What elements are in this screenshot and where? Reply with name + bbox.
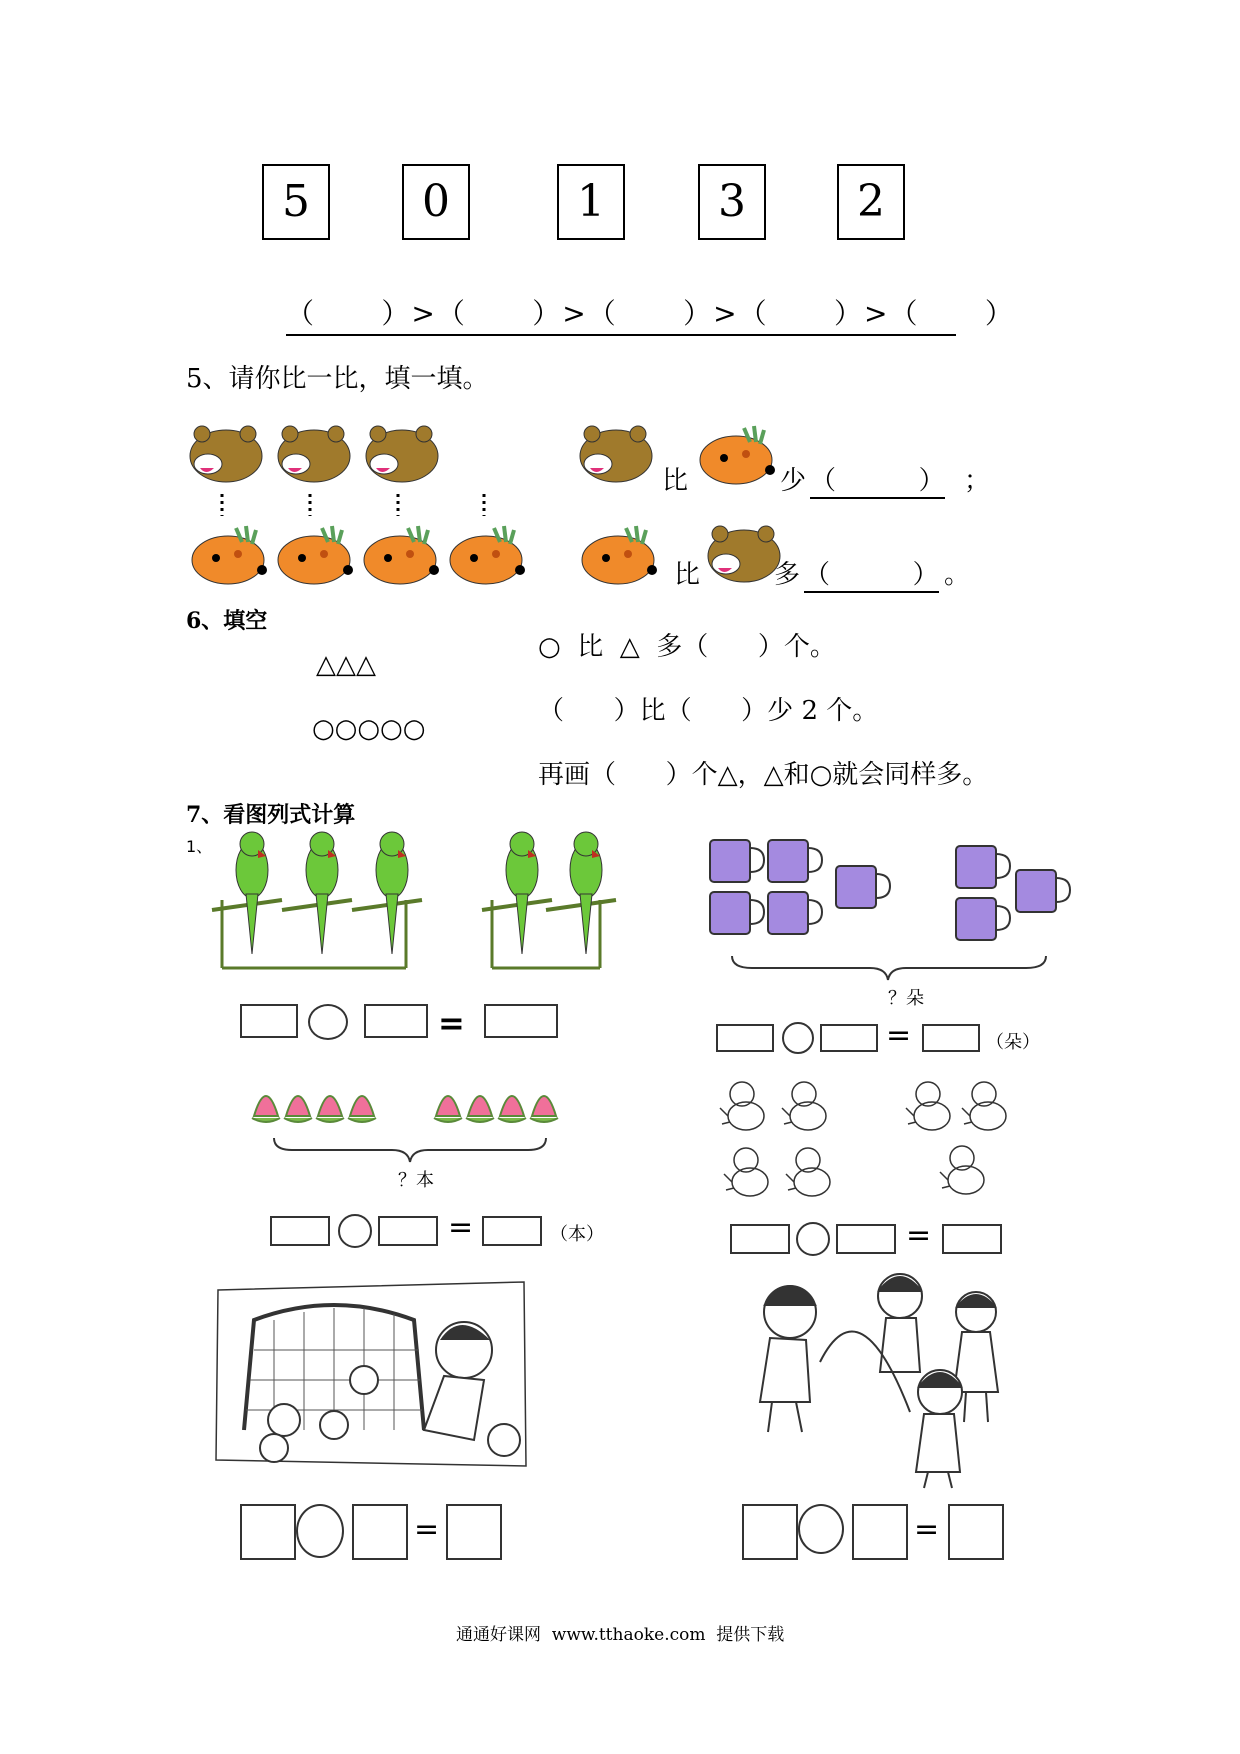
- ball-icon: [268, 1404, 300, 1436]
- answer-box[interactable]: [942, 1224, 1002, 1254]
- duo-label: 多: [774, 560, 801, 590]
- semicolon: ；: [964, 466, 991, 496]
- operator-circle[interactable]: [338, 1214, 372, 1248]
- jump-rope-illustration: [740, 1262, 1020, 1492]
- peach-icon: [252, 1096, 280, 1122]
- bear-heads-row: [186, 424, 446, 484]
- peach-icon: [284, 1096, 312, 1122]
- deer-head-icon: [278, 526, 353, 584]
- shao-label: 少: [780, 466, 807, 496]
- parrot-icon: [482, 832, 552, 968]
- cups-illustration: [706, 836, 1086, 946]
- answer-box[interactable]: [948, 1504, 1004, 1560]
- peach-icon: [348, 1096, 376, 1122]
- ball-icon: [320, 1411, 348, 1439]
- peach-icon: [498, 1096, 526, 1122]
- ball-icon: [488, 1424, 520, 1456]
- cup-icon: [768, 892, 822, 934]
- chick-icon: [906, 1082, 950, 1130]
- parrot-icon: [212, 832, 282, 968]
- operator-circle[interactable]: [308, 1004, 348, 1040]
- answer-box[interactable]: [484, 1004, 558, 1038]
- digit-card-2: 0: [402, 164, 470, 240]
- peach-icon: [530, 1096, 558, 1122]
- deer-head-icon: [192, 526, 267, 584]
- operator-circle[interactable]: [798, 1504, 844, 1554]
- equals-sign: =: [414, 1512, 440, 1547]
- peaches-illustration: [250, 1080, 590, 1130]
- answer-blank-1[interactable]: （ ）: [810, 460, 945, 499]
- footer-credit: 通通好课网 www.tthaoke.com 提供下载: [456, 1625, 785, 1645]
- answer-box[interactable]: [716, 1024, 774, 1052]
- answer-box[interactable]: [364, 1004, 428, 1038]
- ball-icon: [350, 1366, 378, 1394]
- chick-icon: [724, 1148, 768, 1196]
- chick-icon: [720, 1082, 764, 1130]
- equals-sign: =: [906, 1218, 932, 1253]
- chicks-illustration: [716, 1076, 1026, 1206]
- football-illustration: [214, 1280, 544, 1470]
- peach-icon: [434, 1096, 462, 1122]
- question-7-title: 7、看图列式计算: [186, 802, 356, 828]
- sub-number: 1、: [186, 837, 213, 856]
- peach-icon: [466, 1096, 494, 1122]
- circles-row: ○○○○○: [312, 714, 426, 744]
- answer-box[interactable]: [922, 1024, 980, 1052]
- chick-icon: [940, 1146, 984, 1194]
- parrots-illustration: [206, 830, 626, 970]
- ordering-line: （ ）>（ ）>（ ）>（ ）>（ ）: [286, 292, 956, 336]
- q6-line-1: ○ 比 △ 多（ ）个。: [538, 632, 836, 662]
- equals-sign: =: [886, 1018, 912, 1053]
- operator-circle[interactable]: [782, 1022, 814, 1054]
- deer-heads-row: [186, 520, 526, 590]
- answer-box[interactable]: [820, 1024, 878, 1052]
- equals-sign: =: [448, 1210, 474, 1245]
- answer-box[interactable]: [240, 1504, 296, 1560]
- dotted-connectors: [186, 492, 506, 522]
- digit-card-5: 2: [837, 164, 905, 240]
- deer-head-icon: [364, 526, 439, 584]
- digit-card-3: 1: [557, 164, 625, 240]
- q6-line-3: 再画（ ）个△，△和○就会同样多。: [538, 760, 989, 790]
- bear-head-icon: [278, 426, 350, 482]
- cups-unit: （朵）: [986, 1032, 1040, 1053]
- digit-card-4: 3: [698, 164, 766, 240]
- answer-blank-2[interactable]: （ ）: [804, 554, 939, 593]
- deer-head-icon: [694, 420, 784, 490]
- operator-circle[interactable]: [796, 1222, 830, 1256]
- answer-box[interactable]: [270, 1216, 330, 1246]
- answer-box[interactable]: [852, 1504, 908, 1560]
- answer-box[interactable]: [240, 1004, 298, 1038]
- chick-icon: [786, 1148, 830, 1196]
- answer-box[interactable]: [836, 1224, 896, 1254]
- peaches-brace: [272, 1136, 552, 1166]
- question-6-title: 6、填空: [186, 608, 268, 634]
- parrot-icon: [352, 832, 422, 968]
- cup-icon: [956, 898, 1010, 940]
- cups-brace: [730, 954, 1050, 984]
- equals-sign: =: [914, 1512, 940, 1547]
- q6-line-2: （ ）比（ ）少 2 个。: [538, 696, 879, 726]
- chick-icon: [782, 1082, 826, 1130]
- peach-question: ？本: [398, 1170, 434, 1191]
- bear-head-icon: [190, 426, 262, 482]
- cup-icon: [1016, 870, 1070, 912]
- bi-label-2: 比: [674, 560, 701, 590]
- cup-icon: [956, 846, 1010, 888]
- bear-head-icon: [366, 426, 438, 482]
- ball-icon: [260, 1434, 288, 1462]
- chick-icon: [962, 1082, 1006, 1130]
- bear-head-icon: [704, 524, 784, 584]
- digit-card-1: 5: [262, 164, 330, 240]
- operator-circle[interactable]: [296, 1504, 344, 1558]
- cup-icon: [710, 840, 764, 882]
- deer-head-icon: [576, 520, 666, 590]
- cup-icon: [768, 840, 822, 882]
- answer-box[interactable]: [730, 1224, 790, 1254]
- period: 。: [944, 560, 971, 590]
- cups-question: ？朵: [888, 988, 924, 1009]
- equals-sign: =: [438, 1004, 465, 1042]
- answer-box[interactable]: [482, 1216, 542, 1246]
- triangles-row: △△△: [316, 650, 376, 680]
- bi-label-1: 比: [662, 466, 689, 496]
- bear-head-icon: [576, 424, 656, 484]
- parrot-icon: [546, 832, 616, 968]
- peach-unit: （本）: [550, 1224, 604, 1245]
- answer-box[interactable]: [378, 1216, 438, 1246]
- parrot-icon: [282, 832, 352, 954]
- answer-box[interactable]: [446, 1504, 502, 1560]
- answer-box[interactable]: [742, 1504, 798, 1560]
- peach-icon: [316, 1096, 344, 1122]
- question-5-title: 5、请你比一比，填一填。: [186, 364, 489, 394]
- answer-box[interactable]: [352, 1504, 408, 1560]
- deer-head-icon: [450, 526, 525, 584]
- cup-icon: [710, 892, 764, 934]
- cup-icon: [836, 866, 890, 908]
